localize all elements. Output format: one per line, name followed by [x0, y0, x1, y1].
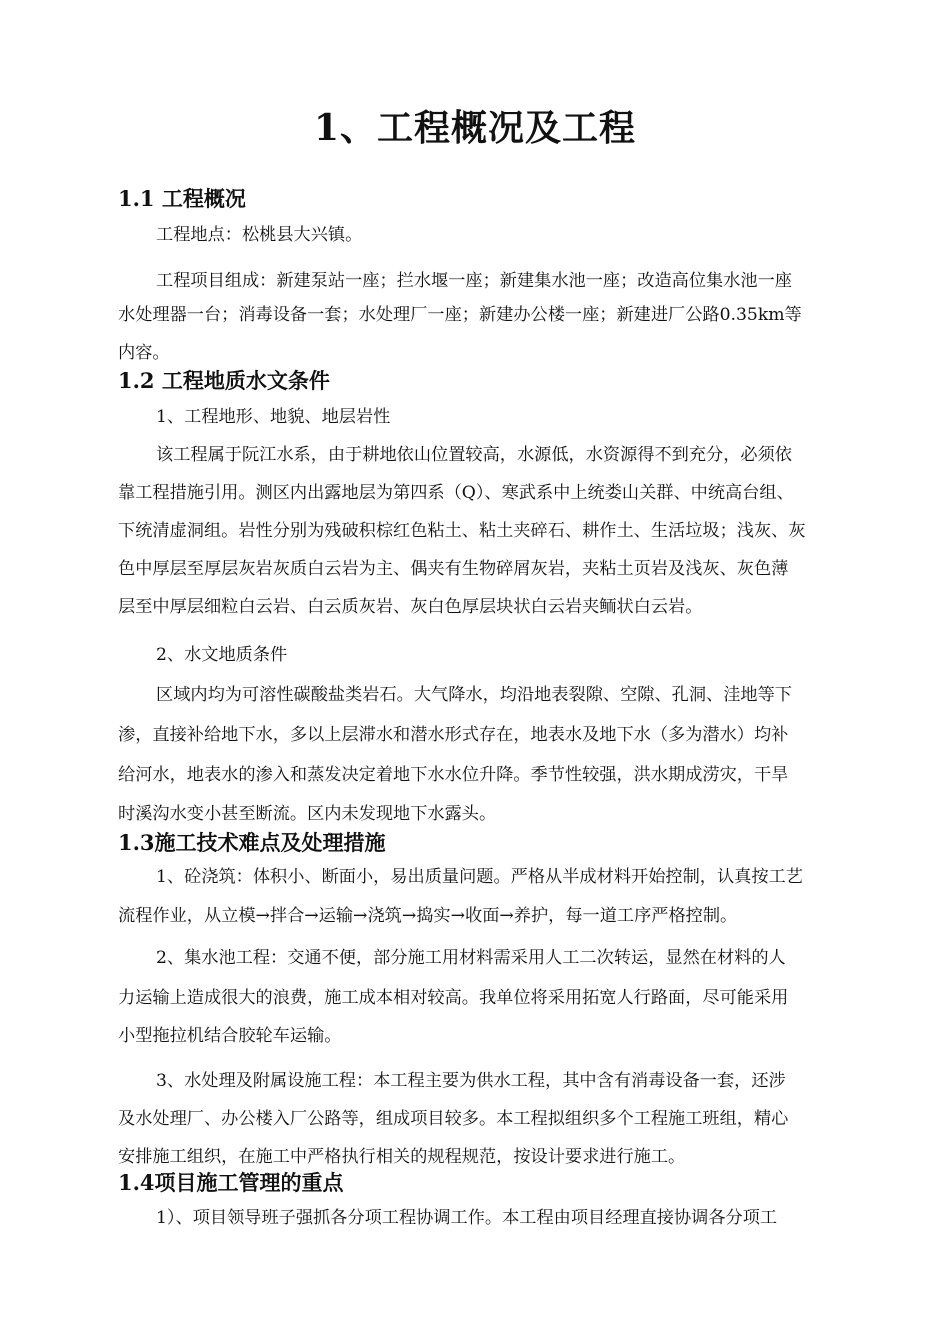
subheading-hydrogeology: 2、水文地质条件 [156, 645, 288, 665]
paragraph-line: 流程作业，从立模→拌合→运输→浇筑→捣实→收面→养护，每一道工序严格控制。 [118, 906, 738, 926]
paragraph-line: 工程项目组成：新建泵站一座；拦水堰一座；新建集水池一座；改造高位集水池一座 [156, 271, 792, 291]
paragraph-line: 1、砼浇筑：体积小、断面小，易出质量问题。严格从半成材料开始控制，认真按工艺 [156, 867, 803, 887]
paragraph-line: 力运输上造成很大的浪费，施工成本相对较高。我单位将采用拓宽人行路面，尽可能采用 [118, 988, 789, 1008]
section-heading-1-1: 1.1 工程概况 [118, 186, 246, 211]
paragraph-line: 3、水处理及附属设施工程：本工程主要为供水工程，其中含有消毒设备一套，还涉 [156, 1071, 786, 1091]
paragraph-line: 渗，直接补给地下水，多以上层滞水和潜水形式存在，地表水及地下水（多为潜水）均补 [118, 725, 789, 745]
section-heading-1-3: 1.3施工技术难点及处理措施 [118, 830, 386, 855]
document-title: 1、工程概况及工程 [313, 107, 637, 149]
paragraph-line: 给河水，地表水的渗入和蒸发决定着地下水水位升降。季节性较强，洪水期成涝灾，干旱 [118, 765, 789, 785]
subheading-terrain: 1、工程地形、地貌、地层岩性 [156, 407, 391, 427]
paragraph-line: 内容。 [118, 343, 170, 363]
paragraph-line: 小型拖拉机结合胶轮车运输。 [118, 1026, 342, 1046]
paragraph-line: 水处理器一台；消毒设备一套；水处理厂一座；新建办公楼一座；新建进厂公路0.35km等 [118, 305, 802, 325]
paragraph-line: 色中厚层至厚层灰岩灰质白云岩为主、偶夹有生物碎屑灰岩，夹粘土页岩及浅灰、灰色薄 [118, 559, 789, 579]
section-heading-1-2: 1.2 工程地质水文条件 [118, 368, 330, 393]
paragraph-location: 工程地点：松桃县大兴镇。 [156, 225, 363, 245]
section-heading-1-4: 1.4项目施工管理的重点 [118, 1170, 344, 1195]
paragraph-line: 该工程属于阮江水系，由于耕地依山位置较高，水源低，水资源得不到充分，必须依 [156, 445, 792, 465]
paragraph-line: 1）、项目领导班子强抓各分项工程协调工作。本工程由项目经理直接协调各分项工 [156, 1208, 778, 1228]
paragraph-line: 下统清虚洞组。岩性分别为残破积棕红色粘土、粘土夹碎石、耕作土、生活垃圾；浅灰、灰 [118, 521, 806, 541]
paragraph-line: 层至中厚层细粒白云岩、白云质灰岩、灰白色厚层块状白云岩夹鲕状白云岩。 [118, 597, 703, 617]
paragraph-line: 2、集水池工程：交通不便，部分施工用材料需采用人工二次转运，显然在材料的人 [156, 948, 786, 968]
paragraph-line: 及水处理厂、办公楼入厂公路等，组成项目较多。本工程拟组织多个工程施工班组，精心 [118, 1109, 789, 1129]
paragraph-line: 区域内均为可溶性碳酸盐类岩石。大气降水，均沿地表裂隙、空隙、孔洞、洼地等下 [156, 685, 792, 705]
paragraph-line: 安排施工组织，在施工中严格执行相关的规程规范，按设计要求进行施工。 [118, 1147, 686, 1167]
paragraph-line: 时溪沟水变小甚至断流。区内未发现地下水露头。 [118, 804, 497, 824]
paragraph-line: 靠工程措施引用。测区内出露地层为第四系（Q）、寒武系中上统娄山关群、中统高台组、 [118, 483, 794, 503]
